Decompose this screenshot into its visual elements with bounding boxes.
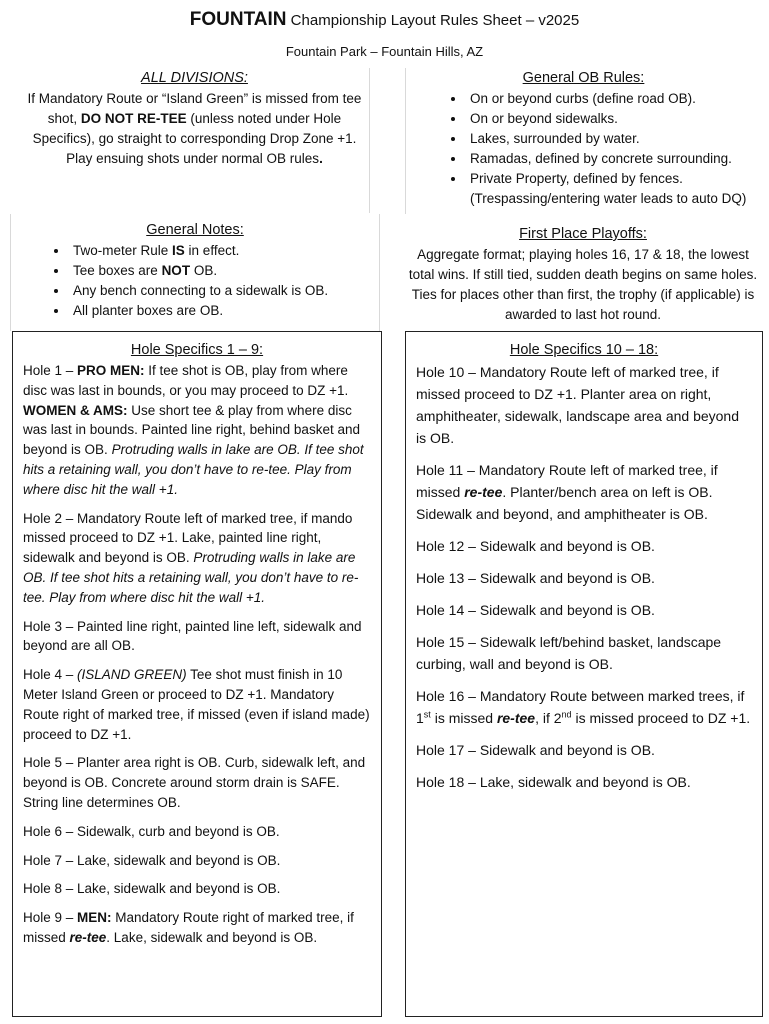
ob-rule-item: • On or beyond sidewalks. (466, 109, 761, 129)
note-text: OB. (190, 263, 218, 278)
note-item: • All planter boxes are OB. (69, 301, 379, 321)
hole-specifics-front-box (12, 331, 382, 1017)
hole-14-rule: Hole 14 – Sidewalk and beyond is OB. (416, 602, 655, 618)
general-notes-heading: General Notes: (146, 222, 244, 238)
hole-specifics-back-heading: Hole Specifics 10 – 18: (509, 342, 659, 358)
title-rest: Championship Layout Rules Sheet – v2025 (286, 12, 580, 29)
hole-7-rule: Hole 7 – Lake, sidewalk and beyond is OB. (23, 852, 281, 868)
hole-text: is missed (430, 710, 497, 726)
ob-rule-item: • Private Property, defined by fences. (Trespassing/entering water leads to auto DQ) (466, 169, 761, 209)
division-label: PRO MEN: (77, 363, 145, 378)
general-ob-heading: General OB Rules: (522, 70, 645, 86)
hole-specifics-front-heading: Hole Specifics 1 – 9: (130, 342, 264, 358)
note-item: • Any bench connecting to a sidewalk is OB. (69, 281, 379, 301)
all-divisions-text-1: If Mandatory Route or “Island Green” is missed from tee shot, (27, 91, 362, 126)
general-notes-list (11, 241, 379, 321)
note-item (69, 241, 379, 261)
note-text: in effect. (184, 243, 240, 258)
hole-2-rule (23, 509, 371, 608)
all-divisions-text-3: (unless noted under Hole Specifics), go straight to corresponding Drop Zone +1. Play ensuing shots under normal OB rules (32, 111, 357, 166)
hole-note-italic: Protruding walls in lake are OB. If tee shot hits a retaining wall, you don’t have to re-tee. Play from where disc hit the wall +1. (23, 442, 364, 497)
hole-text: Hole 1 – (23, 363, 78, 378)
hole-text: . Lake, sidewalk and beyond is OB. (106, 929, 318, 945)
hole-18-rule: Hole 18 – Lake, sidewalk and beyond is OB. (416, 774, 691, 790)
hole-1-rule (23, 361, 371, 500)
all-divisions-text (20, 89, 369, 169)
hole-11-rule (416, 459, 752, 525)
ob-rule-item: • Lakes, surrounded by water. (466, 129, 761, 149)
hole-8-rule: Hole 8 – Lake, sidewalk and beyond is OB. (23, 881, 281, 897)
ob-rule-item: • On or beyond curbs (define road OB). (466, 89, 761, 109)
page-subtitle: Fountain Park – Fountain Hills, AZ (285, 44, 484, 59)
ordinal-suffix: st (423, 709, 431, 720)
hole-17-rule: Hole 17 – Sidewalk and beyond is OB. (416, 742, 655, 758)
note-emphasis: NOT (161, 263, 191, 278)
hole-16-rule (416, 685, 752, 729)
hole-9-rule (23, 908, 371, 948)
hole-15-rule: Hole 15 – Sidewalk left/behind basket, landscape curbing, wall and beyond is OB. (416, 634, 722, 672)
island-green-label: (ISLAND GREEN) (77, 667, 187, 683)
hole-text: , if 2 (535, 710, 562, 726)
retee-emphasis: re-tee (464, 484, 503, 500)
note-text: Two-meter Rule (73, 243, 173, 258)
all-divisions-box (20, 68, 370, 213)
all-divisions-heading: ALL DIVISIONS: (141, 70, 248, 86)
hole-text: Hole 2 – Mandatory Route left of marked tree, if mando missed proceed to DZ +1. Lake, painted line right, sidewalk and beyond is OB. (23, 510, 353, 566)
ordinal-suffix: nd (561, 709, 572, 720)
hole-specifics-back-box (405, 331, 763, 1017)
division-label: WOMEN & AMS: (23, 402, 128, 418)
note-text: Tee boxes are (73, 263, 162, 278)
hole-13-rule: Hole 13 – Sidewalk and beyond is OB. (416, 570, 655, 586)
note-item (69, 261, 379, 281)
general-ob-list (406, 89, 761, 209)
hole-4-rule (23, 665, 371, 744)
do-not-retee-text: DO NOT RE-TEE (80, 111, 187, 126)
title-bold: FOUNTAIN (189, 9, 287, 30)
hole-text: is missed proceed to DZ +1. (571, 710, 751, 726)
hole-10-rule: Hole 10 – Mandatory Route left of marked tree, if missed proceed to DZ +1. Planter area on right, amphitheater, sidewalk, landscape area and beyond is OB. (416, 364, 739, 446)
ob-rule-item: • Ramadas, defined by concrete surrounding. (466, 149, 761, 169)
hole-note-italic: Protruding walls in lake are OB. If tee shot hits a retaining wall, you don’t have to re-tee. Play from where disc hit the wall +1. (23, 550, 359, 605)
playoffs-text: Aggregate format; playing holes 16, 17 & 18, the lowest total wins. If still tied, sudden death begins on same holes. Ties for places other than first, the trophy (if applicable) is awarded to last hot round. (408, 247, 758, 322)
hole-text: Hole 16 – Mandatory Route between marked trees, if 1 (416, 688, 745, 726)
general-notes-box (10, 214, 380, 331)
all-divisions-period: . (319, 151, 323, 166)
hole-3-rule: Hole 3 – Painted line right, painted line left, sidewalk and beyond are all OB. (23, 618, 362, 654)
hole-text: If tee shot is OB, play from where disc was last in bounds, or you may proceed to DZ +1. (23, 363, 349, 398)
playoffs-heading: First Place Playoffs: (519, 226, 647, 242)
hole-text: Hole 9 – (23, 910, 78, 926)
general-ob-rules-box (405, 68, 761, 214)
hole-6-rule: Hole 6 – Sidewalk, curb and beyond is OB. (23, 823, 280, 839)
hole-12-rule: Hole 12 – Sidewalk and beyond is OB. (416, 538, 655, 554)
hole-text: Use short tee & play from where disc was last in bounds. Painted line right, behind basket and beyond is OB. (23, 402, 360, 458)
page-title (0, 9, 769, 31)
hole-text: Hole 4 – (23, 667, 78, 683)
hole-5-rule: Hole 5 – Planter area right is OB. Curb, sidewalk left, and beyond is OB. Concrete around storm drain is SAFE. String line determines OB. (23, 755, 366, 810)
hole-text: Tee shot must finish in 10 Meter Island Green or proceed to DZ +1. Mandatory Route right of marked tree, if missed (even if island made) proceed to DZ +1. (23, 667, 370, 742)
note-emphasis: IS (172, 243, 185, 258)
hole-text: Hole 11 – Mandatory Route left of marked tree, if missed (416, 462, 718, 500)
hole-text: Mandatory Route right of marked tree, if missed (23, 910, 354, 945)
first-place-playoffs-box (405, 220, 761, 330)
hole-text: . Planter/bench area on left is OB. Sidewalk and beyond, and amphitheater is OB. (416, 484, 713, 522)
division-label: MEN: (77, 910, 112, 926)
retee-emphasis: re-tee (496, 710, 536, 726)
retee-emphasis: re-tee (69, 929, 107, 945)
